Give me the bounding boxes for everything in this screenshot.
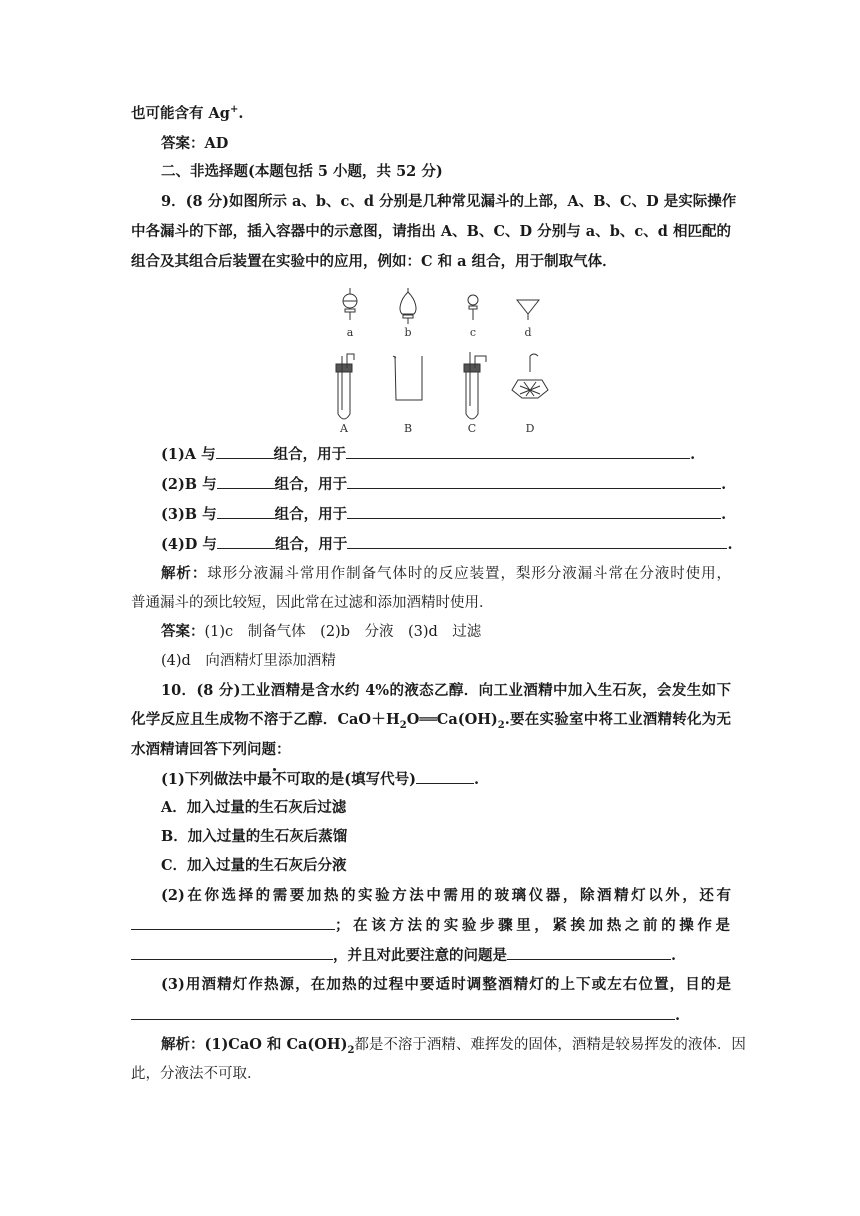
figure-label-bottom: B	[403, 422, 413, 435]
q9-stem-line2: 中各漏斗的下部，插入容器中的示意图，请指出 A、B、C、D 分别与 a、b、c、d 相匹配的	[131, 223, 731, 240]
q10-part2-line3: ，并且对此要注意的问题是 .	[131, 945, 676, 966]
q10-stem-line1: 10．(8 分)工业酒精是含水约 4%的液态乙醇．向工业酒精中加入生石灰，会发生如下	[161, 682, 731, 699]
q10-option-c: C．加入过量的生石灰后分液	[161, 857, 347, 874]
figure-label-top: b	[404, 326, 412, 339]
q10-analysis-line2: 此，分液法不可取．	[131, 1066, 262, 1082]
answer-blank[interactable]	[347, 474, 721, 489]
q10-part1: (1)下列做法中最不可取的是(填写代号) .	[161, 771, 480, 788]
q9-item-1: (1)A 与 组合，用于 .	[161, 446, 696, 463]
ag-line: 也可能含有 Ag+.	[131, 104, 244, 122]
apparatus-B-icon	[393, 356, 422, 400]
q9-analysis-line1: 解析：球形分液漏斗常用作制备气体时的反应装置，梨形分液漏斗常在分液时使用，	[161, 565, 732, 582]
section-heading: 二、非选择题(本题包括 5 小题，共 52 分)	[161, 163, 443, 180]
q10-stem-line2: 化学反应且生成物不溶于乙醇．$CaO+H_2O══Ca(OH)_2$.要在实验室中将工业酒精转化为无	[131, 711, 732, 731]
answer-blank[interactable]	[217, 474, 275, 489]
q9-stem-line3: 组合及其组合后装置在实验中的应用，例如：C 和 a 组合，用于制取气体．	[131, 253, 617, 270]
q9-answer-line2: (4)d 向酒精灯里添加酒精	[161, 653, 336, 669]
q10-part3-line1: (3)用酒精灯作热源，在加热的过程中要适时调整酒精灯的上下或左右位置，目的是	[161, 976, 731, 993]
q9-analysis-line2: 普通漏斗的颈比较短，因此常在过滤和添加酒精时使用．	[131, 595, 494, 611]
answer-blank[interactable]	[346, 444, 690, 459]
q9-item-3: (3)B 与 组合，用于 .	[161, 506, 727, 523]
apparatus-C-icon	[464, 352, 486, 419]
emphasis-dot-char: 不	[271, 771, 287, 788]
figure-label-top: c	[469, 326, 477, 339]
q9-stem-line1: 9．(8 分)如图所示 a、b、c、d 分别是几种常见漏斗的上部，A、B、C、D 是实际操作	[161, 193, 737, 210]
q10-stem-line3: 水酒精请回答下列问题：	[131, 741, 291, 758]
q9-item-2: (2)B 与 组合，用于 .	[161, 476, 727, 493]
answer-blank[interactable]	[416, 769, 474, 784]
answer-blank[interactable]	[507, 945, 671, 960]
emphasis-dot	[273, 768, 276, 771]
previous-answer: 答案：AD	[161, 135, 229, 152]
q10-option-a: A．加入过量的生石灰后过滤	[161, 799, 347, 816]
answer-blank[interactable]	[131, 1005, 675, 1020]
figure-label-top: a	[346, 326, 354, 339]
figure-label-top: d	[524, 326, 532, 339]
answer-blank[interactable]	[217, 534, 275, 549]
figure-label-bottom: D	[525, 422, 535, 435]
q9-answer-line1: 答案：(1)c 制备气体 (2)b 分液 (3)d 过滤	[161, 623, 482, 640]
q10-option-b: B．加入过量的生石灰后蒸馏	[161, 828, 348, 845]
apparatus-A-icon	[336, 354, 354, 419]
answer-blank[interactable]	[347, 504, 721, 519]
q10-part2-line2: ；在该方法的实验步骤里，紧挨加热之前的操作是	[131, 915, 731, 936]
figure-label-bottom: A	[340, 422, 348, 435]
funnel-a-icon	[343, 288, 357, 320]
q10-analysis-line1: 解析：(1)CaO 和 $Ca(OH)_2$都是不溶于酒精、难挥发的固体，酒精是较易挥发的液体．因	[161, 1036, 746, 1056]
funnel-d-icon	[517, 300, 539, 320]
q10-part2-line1: (2)在你选择的需要加热的实验方法中需用的玻璃仪器，除酒精灯以外，还有	[161, 887, 731, 904]
answer-blank[interactable]	[131, 945, 333, 960]
figure-label-bottom: C	[467, 422, 477, 435]
funnel-apparatus-figure	[320, 286, 560, 438]
answer-blank[interactable]	[347, 534, 727, 549]
q9-item-4: (4)D 与 组合，用于 .	[161, 536, 733, 553]
apparatus-D-icon	[512, 354, 548, 398]
funnel-c-icon	[468, 295, 478, 320]
answer-blank[interactable]	[131, 915, 335, 930]
q10-part3-line2: .	[131, 1005, 680, 1026]
funnel-b-icon	[400, 288, 416, 324]
answer-blank[interactable]	[217, 504, 275, 519]
answer-blank[interactable]	[216, 444, 274, 459]
